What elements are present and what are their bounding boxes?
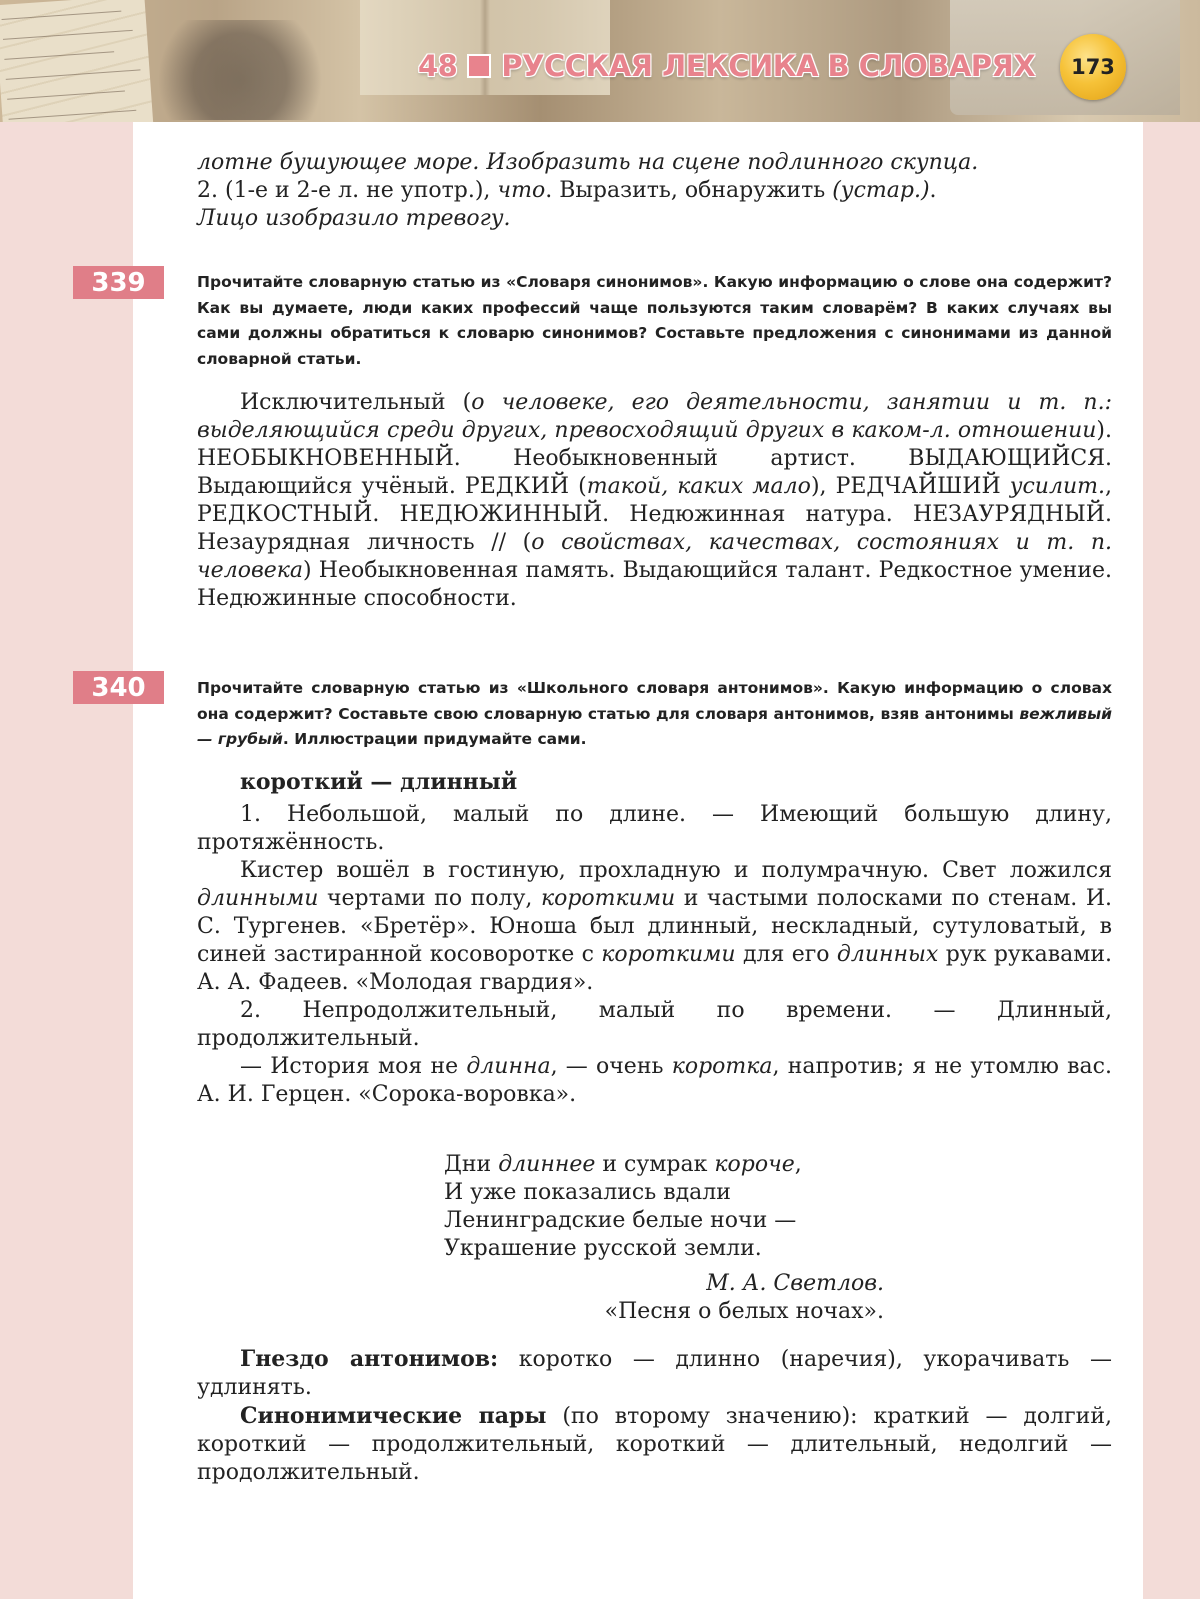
example-segment: коротка bbox=[672, 1054, 773, 1079]
example-segment: , — очень bbox=[551, 1054, 672, 1079]
entry-segment: ). НЕОБЫКНОВЕННЫЙ. Необыкновенный артист. ВЫДАЮЩИЙСЯ. Выдающийся учёный. РЕДКИЙ ( bbox=[197, 418, 1112, 499]
example-segment: — История моя не bbox=[240, 1054, 466, 1079]
continuation-text bbox=[197, 149, 1112, 233]
example-segment: короткими bbox=[541, 886, 675, 911]
synonym-entry bbox=[197, 389, 1112, 613]
continuation-line: Лицо изобразило тревогу. bbox=[197, 206, 510, 231]
continuation-line-2: 2. (1-е и 2-е л. не употр.), что. Выразить, обнаружить (устар.). bbox=[197, 177, 1112, 205]
example-segment: , напротив; я не утомлю вас. А. И. Герцен. «Сорока-воровка». bbox=[197, 1054, 1112, 1107]
example-segment: рук рукавами. А. А. Фадеев. «Молодая гвардия». bbox=[197, 942, 1112, 995]
poem-segment: короче bbox=[714, 1152, 794, 1177]
exercise-339-task: Прочитайте словарную статью из «Словаря синонимов». Какую информацию о слове она содержит? Как вы думаете, люди каких профессий чаще пользуются таким словарём? В каких случаях вы сами должны обратиться к словарю синонимов? Составьте предложения с синонимами из данной словарной статьи. bbox=[197, 270, 1112, 372]
example-segment: длинна bbox=[466, 1054, 550, 1079]
poem-line: И уже показались вдали bbox=[444, 1179, 884, 1207]
nest-text: коротко — длинно (наречия), укорачивать — удлинять. bbox=[197, 1347, 1112, 1400]
exercise-number-339: 339 bbox=[73, 266, 164, 299]
poem-line: Украшение русской земли. bbox=[444, 1235, 884, 1263]
poem-segment: , bbox=[795, 1152, 802, 1177]
example-segment: для его bbox=[736, 942, 837, 967]
pairs-label: Синонимические пары bbox=[240, 1403, 546, 1429]
example-segment: Кистер вошёл в гостиную, прохладную и полумрачную. Свет ложился bbox=[240, 858, 1112, 883]
poem-segment: длиннее bbox=[498, 1152, 595, 1177]
poem-segment: и сумрак bbox=[595, 1152, 714, 1177]
example-segment: длинными bbox=[197, 886, 318, 911]
synonym-entry-text bbox=[197, 389, 1112, 613]
chapter-number: 48 bbox=[418, 49, 457, 83]
poem-line bbox=[444, 1151, 884, 1179]
example-segment: чертами по полу, bbox=[318, 886, 541, 911]
antonym-entry bbox=[197, 768, 1112, 1109]
header-banner bbox=[0, 0, 1200, 122]
meaning-2: 2. Непродолжительный, малый по времени. — Длинный, продолжительный. bbox=[197, 997, 1112, 1053]
chapter-title bbox=[418, 49, 1035, 83]
task-segment: . Иллюстрации придумайте сами. bbox=[283, 730, 587, 748]
typewriter-illustration bbox=[140, 20, 340, 120]
chapter-name: РУССКАЯ ЛЕКСИКА В СЛОВАРЯХ bbox=[501, 49, 1035, 83]
task-segment: Прочитайте словарную статью из «Школьного словаря антонимов». Какую информацию о словах она содержит? Составьте свою словарную статью для словаря антонимов, взяв антонимы bbox=[197, 679, 1112, 723]
exercise-340-task bbox=[197, 676, 1112, 753]
example-1 bbox=[197, 857, 1112, 997]
exercise-number-340: 340 bbox=[73, 671, 164, 704]
example-2 bbox=[197, 1053, 1112, 1109]
entry-segment: Исключительный ( bbox=[240, 390, 471, 415]
example-segment: длинных bbox=[837, 942, 938, 967]
entry-segment: ) Необыкновенная память. Выдающийся талант. Редкостное умение. Недюжинные способности. bbox=[197, 558, 1112, 611]
entry-segment: такой, каких мало bbox=[587, 474, 811, 499]
page-number-badge: 173 bbox=[1060, 34, 1126, 100]
poem-segment: Дни bbox=[444, 1152, 498, 1177]
poem-line: Ленинградские белые ночи — bbox=[444, 1207, 884, 1235]
nest-label: Гнездо антонимов: bbox=[240, 1346, 498, 1372]
antonym-nest bbox=[197, 1345, 1112, 1487]
poem-source: «Песня о белых ночах». bbox=[444, 1298, 884, 1326]
manuscript-illustration bbox=[0, 0, 155, 122]
entry-segment: усилит. bbox=[1010, 474, 1105, 499]
headword: короткий — длинный bbox=[197, 768, 1112, 796]
example-segment: короткими bbox=[601, 942, 735, 967]
example-segment: и частыми полосками по стенам. И. С. Тургенев. «Бретёр». Юноша был длинный, нескладный, сутуловатый, в синей застиранной косоворотке с bbox=[197, 886, 1112, 967]
meaning-1: 1. Небольшой, малый по длине. — Имеющий большую длину, протяжённость. bbox=[197, 801, 1112, 857]
entry-segment: о свойствах, качествах, состояниях и т. п. человека bbox=[197, 530, 1112, 583]
entry-segment: о человеке, его деятельности, занятии и т. п.: выделяющийся среди других, превосходящий других в каком-л. отношении bbox=[197, 390, 1112, 443]
continuation-line: лотне бушующее море. Изобразить на сцене подлинного скупца. bbox=[197, 150, 978, 175]
chapter-square-icon bbox=[469, 56, 489, 76]
task-segment: вежливый — грубый bbox=[197, 705, 1112, 749]
entry-segment: ), РЕДЧАЙШИЙ bbox=[811, 474, 1010, 499]
pairs-text: (по второму значению): краткий — долгий, короткий — продолжительный, короткий — длительный, недолгий — продолжительный. bbox=[197, 1404, 1112, 1485]
poem-author: М. А. Светлов. bbox=[444, 1270, 884, 1298]
poem bbox=[444, 1151, 884, 1263]
entry-segment: , РЕДКОСТНЫЙ. НЕДЮЖИННЫЙ. Недюжинная натура. НЕЗАУРЯДНЫЙ. Незаурядная личность // ( bbox=[197, 474, 1112, 555]
